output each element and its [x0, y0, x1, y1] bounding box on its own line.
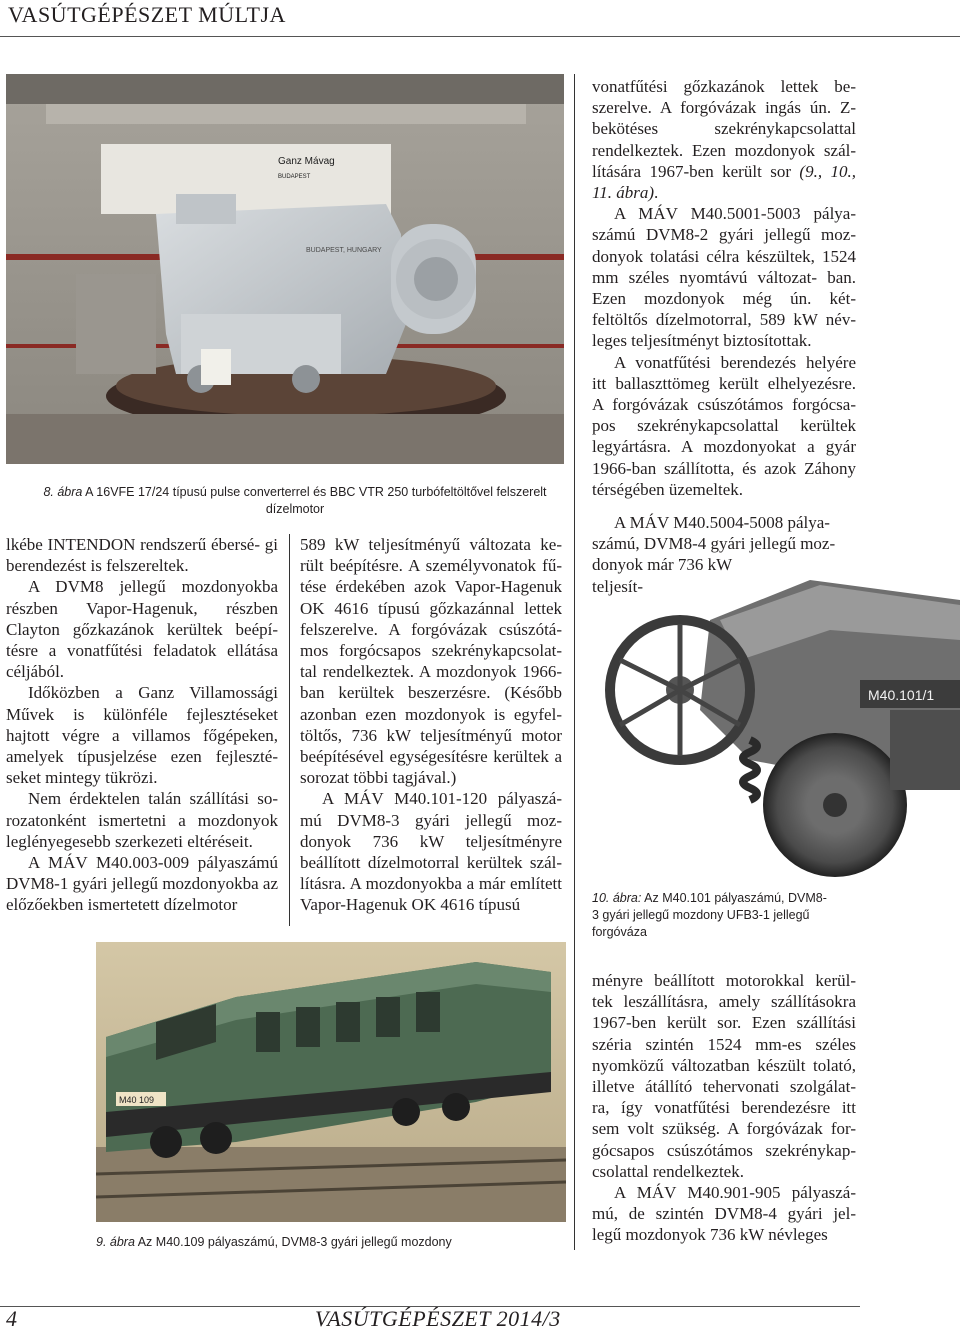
column-separator — [574, 74, 575, 1250]
paragraph: A MÁV M40.101-120 pályaszá- mú DVM8-3 gyári jellegű moz- donyok 736 kW teljesítményre beállított dízelmotorral kerültek szál- lításra. A mozdonyokba a már említett Vapor-Hagenuk OK 4616 típusú — [300, 789, 562, 915]
column-separator — [289, 534, 290, 926]
paragraph: A MÁV M40.003-009 pályaszámú DVM8-1 gyári jellegű mozdonyokba az előzőekben ismertetett dízelmotor — [6, 853, 278, 915]
figure-8-photo — [6, 74, 564, 464]
figure-8-caption — [20, 484, 570, 518]
paragraph: A MÁV M40.5004-5008 pálya- számú, DVM8-4 gyári jellegű moz- donyok már 736 kW — [592, 513, 836, 575]
footer-title: VASÚTGÉPÉSZET 2014/3 — [315, 1306, 561, 1331]
paragraph: A MÁV M40.5001-5003 pálya- számú DVM8-2 gyári jellegű moz- donyok tolatási célra készültek, 1524 mm széles nyomtávú változat- ban. Ezen mozdonyok még ún. két- feltöltős dízelmotorral, 589 kW név- leges teljesítményt biztosítottak. — [592, 204, 857, 351]
paragraph: 589 kW teljesítményű változata ke- rült beépítésre. A személyvonatok fű- tése érdekében azok Vapor-Hagenuk OK 4616 típusú gőzkazánnal lettek felszerelve. A forgóvázak csúszótá- mos forgócsapos szekrénykapcsolat- tal rendelkeztek. A mozdonyok 1966- ban kerültek beszerzésre. (Később azonban ezen mozdonyok is egyfel- töltős, 736 kW teljesítményű motor beépítésével egységesítésre kerültek a sorozat többi tagjával.) — [300, 535, 562, 788]
figure-10-caption: 10. ábra: Az M40.101 pályaszámú, DVM8- 3 gyári jellegű mozdony UFB3-1 jellegű forgóváza — [592, 891, 827, 939]
column-3-wrap: A MÁV M40.5004-5008 pálya- számú, DVM8-4 gyári jellegű moz- donyok már 736 kW teljesít- — [592, 512, 856, 597]
running-header: VASÚTGÉPÉSZET MÚLTJA — [8, 2, 286, 27]
figure-8-caption-text: A 16VFE 17/24 típusú pulse converterrel és BBC VTR 250 turbófeltöltővel felszerelt — [85, 485, 547, 499]
page-number: 4 — [6, 1306, 17, 1331]
paragraph: A vonatfűtési berendezés helyére itt ballaszttömeg került elhelyezésre. A forgóvázak csúszótámos forgócsa- pos szekrénykapcsolattal kerültek legyártásra. A mozdonyokat a gyár 1966-ban szállította, és azok Záhony térségében üzemeltek. — [592, 352, 856, 499]
paragraph: A DVM8 jellegű mozdonyokba részben Vapor-Hagenuk, részben Clayton gőzkazánok kerültek beépí- tésre a vonatfűtési feladatok ellátása céljából. — [6, 577, 278, 682]
paragraph: ményre beállított motorokkal kerül- tek leszállításra, amely szállításokra 1967-ben került sor. Ezen szállítási széria szintén 1524 mm-es széles nyomközű változatban készült tolató, illetve átállító tehervonati szolgálat- ra, így vonatfűtési berendezésre itt sem volt szükség. A forgóvázak for- gócsapos csúszótámos szekrénykap- csolattal rendelkeztek. — [592, 971, 856, 1181]
figure-9-label: 9. ábra — [96, 1235, 135, 1249]
figure-8-caption-text-2: dízelmotor — [265, 502, 325, 516]
header-rule — [0, 36, 960, 37]
paragraph: lkébe INTENDON rendszerű ébersé- gi berendezést is felszereltek. — [6, 535, 278, 576]
figure-9-caption: 9. ábra Az M40.109 pályaszámú, DVM8-3 gyári jellegű mozdony — [96, 1235, 452, 1249]
bogie-number-plate: M40.101/1 — [868, 687, 935, 703]
column-1 — [6, 534, 278, 916]
engine-plate-text: BUDAPEST, HUNGARY — [306, 247, 382, 254]
column-2 — [300, 534, 562, 916]
column-3-top — [592, 76, 856, 500]
figure-10-label: 10. ábra: — [592, 891, 642, 905]
paragraph: Időközben a Ganz Villamossági Művek is különféle fejlesztéseket hajtott végre a villamos főgépeken, amelyek típusjelzése ezen fejleszté- seket mintegy tükrözi. — [6, 683, 278, 788]
figure-9-photo — [96, 942, 566, 1222]
paragraph: Nem érdektelen talán szállítási so- rozatonként ismertetni a mozdonyok leglényegesebb szerkezeti eltéréseit. — [6, 789, 278, 851]
figure-8-label: 8. ábra — [43, 485, 83, 499]
ganz-mavag-city: BUDAPEST — [278, 174, 311, 180]
paragraph: A MÁV M40.901-905 pályaszá- mú, de szintén DVM8-4 gyári jel- legű mozdonyok 736 kW névleges — [592, 1183, 856, 1245]
figure-10-photo — [590, 560, 960, 880]
ganz-mavag-logo: Ganz Mávag — [278, 156, 335, 167]
column-3-bottom — [592, 970, 856, 1246]
locomotive-number: M40 109 — [119, 1095, 155, 1105]
paragraph: vonatfűtési gőzkazánok lettek be- szerelve. A forgóvázak ingás ún. Z-bekötéses szekrénykapcsolattal rendelkeztek. Ezen mozdonyok szál- lítására 1967-ben került sor (9., 10., 11. ábra). — [592, 77, 857, 203]
